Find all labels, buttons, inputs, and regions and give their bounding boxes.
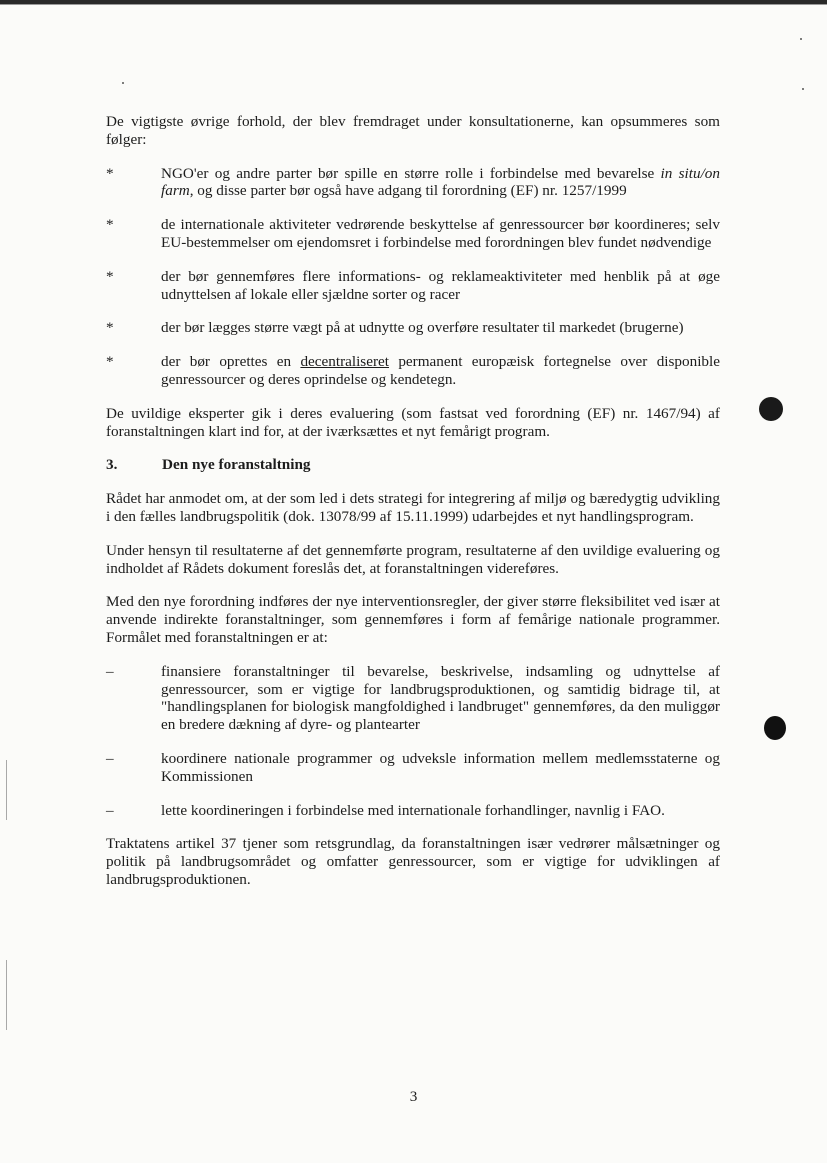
scan-left-edge-mark bbox=[6, 760, 7, 820]
bullet-item bbox=[106, 319, 720, 337]
bullet-symbol: * bbox=[106, 267, 114, 285]
council-paragraph: Rådet har anmodet om, at der som led i dets strategi for integrering af miljø og bæredygtig udvikling i den fælles landbrugspolitik (dok. 13078/99 af 15.11.1999) udarbejdes et nyt handlingsprogram. bbox=[106, 490, 720, 525]
bullet-item bbox=[106, 216, 720, 252]
bullet-symbol: * bbox=[106, 319, 114, 337]
underlined-term: decentraliseret bbox=[300, 353, 389, 371]
scan-speck bbox=[800, 38, 802, 40]
dash-item bbox=[106, 802, 720, 820]
dash-text: lette koordineringen i forbindelse med internationale forhandlinger, navnlig i FAO. bbox=[161, 801, 665, 819]
section-title: Den nye foranstaltning bbox=[162, 456, 311, 474]
punch-hole-mark bbox=[764, 716, 786, 740]
scan-speck bbox=[802, 88, 804, 90]
section-heading bbox=[106, 456, 720, 474]
bullet-text: der bør gennemføres flere informations- og reklameaktiviteter med henblik på at øge udnyttelsen af lokale eller sjældne sorter og racer bbox=[161, 267, 720, 303]
dash-symbol: – bbox=[106, 662, 114, 680]
bullet-text: de internationale aktiviteter vedrørende beskyttelse af genressourcer bør koordineres; selv EU-bestemmelser om ejendomsret i forbindelse med forordningen blev fundet nødvendige bbox=[161, 216, 720, 251]
bullet-item bbox=[106, 268, 720, 304]
scan-left-edge-mark bbox=[6, 960, 7, 1030]
scan-top-border-shadow bbox=[0, 4, 827, 5]
intro-paragraph: De vigtigste øvrige forhold, der blev fremdraget under konsultationerne, kan opsummeres som følger: bbox=[106, 113, 720, 148]
bullet-symbol: * bbox=[106, 353, 114, 371]
experts-paragraph: De uvildige eksperter gik i deres evaluering (som fastsat ved forordning (EF) nr. 1467/94) af foranstaltningen klart ind for, at der iværksættes et nyt femårigt program. bbox=[106, 404, 720, 440]
bullet-text: der bør lægges større vægt på at udnytte og overføre resultater til markedet (brugerne) bbox=[161, 319, 684, 337]
dash-symbol: – bbox=[106, 801, 114, 819]
dash-item bbox=[106, 663, 720, 734]
regulation-paragraph: Med den nye forordning indføres der nye interventionsregler, der giver større fleksibilitet ved især at anvende indirekte foranstaltninger, som gennemføres i form af femårige nationale programmer. Formålet med foranstaltningen er at: bbox=[106, 593, 720, 646]
italic-term: in situ/on farm bbox=[161, 164, 720, 200]
dash-item bbox=[106, 750, 720, 786]
section-number: 3. bbox=[106, 456, 118, 474]
dash-text: finansiere foranstaltninger til bevarelse, beskrivelse, indsamling og udnyttelse af genressourcer, som er vigtige for landbrugsproduktionen, og samtidig bidrage til, at "handlingsplanen for biologisk mangfoldighed i landbruget" gennemføres, da den muliggør en bredere dækning af dyre- og plantearter bbox=[161, 662, 720, 734]
bullet-text: der bør oprettes en decentraliseret permanent europæisk fortegnelse over disponible genressourcer og deres oprindelse og kendetegn. bbox=[161, 353, 720, 388]
considering-paragraph: Under hensyn til resultaterne af det gennemførte program, resultaterne af den uvildige evaluering og indholdet af Rådets dokument foreslås det, at foranstaltningen videreføres. bbox=[106, 541, 720, 577]
bullet-text: NGO'er og andre parter bør spille en større rolle i forbindelse med bevarelse in situ/on farm, og disse parter bør også have adgang til forordning (EF) nr. 1257/1999 bbox=[161, 164, 720, 200]
bullet-symbol: * bbox=[106, 164, 114, 182]
treaty-paragraph: Traktatens artikel 37 tjener som retsgrundlag, da foranstaltningen især vedrører målsætninger og politik på landbrugsområdet og omfatter genressourcer, som er vigtige for udviklingen af landbrugsproduktionen. bbox=[106, 835, 720, 888]
page-number: 3 bbox=[409, 1088, 418, 1105]
dash-text: koordinere nationale programmer og udveksle information mellem medlemsstaterne og Kommissionen bbox=[161, 749, 720, 785]
scan-speck bbox=[122, 82, 124, 84]
bullet-symbol: * bbox=[106, 216, 114, 234]
punch-hole-mark bbox=[759, 397, 783, 421]
dash-symbol: – bbox=[106, 749, 114, 767]
bullet-item bbox=[106, 353, 720, 389]
bullet-item bbox=[106, 165, 720, 201]
document-body bbox=[106, 113, 720, 905]
